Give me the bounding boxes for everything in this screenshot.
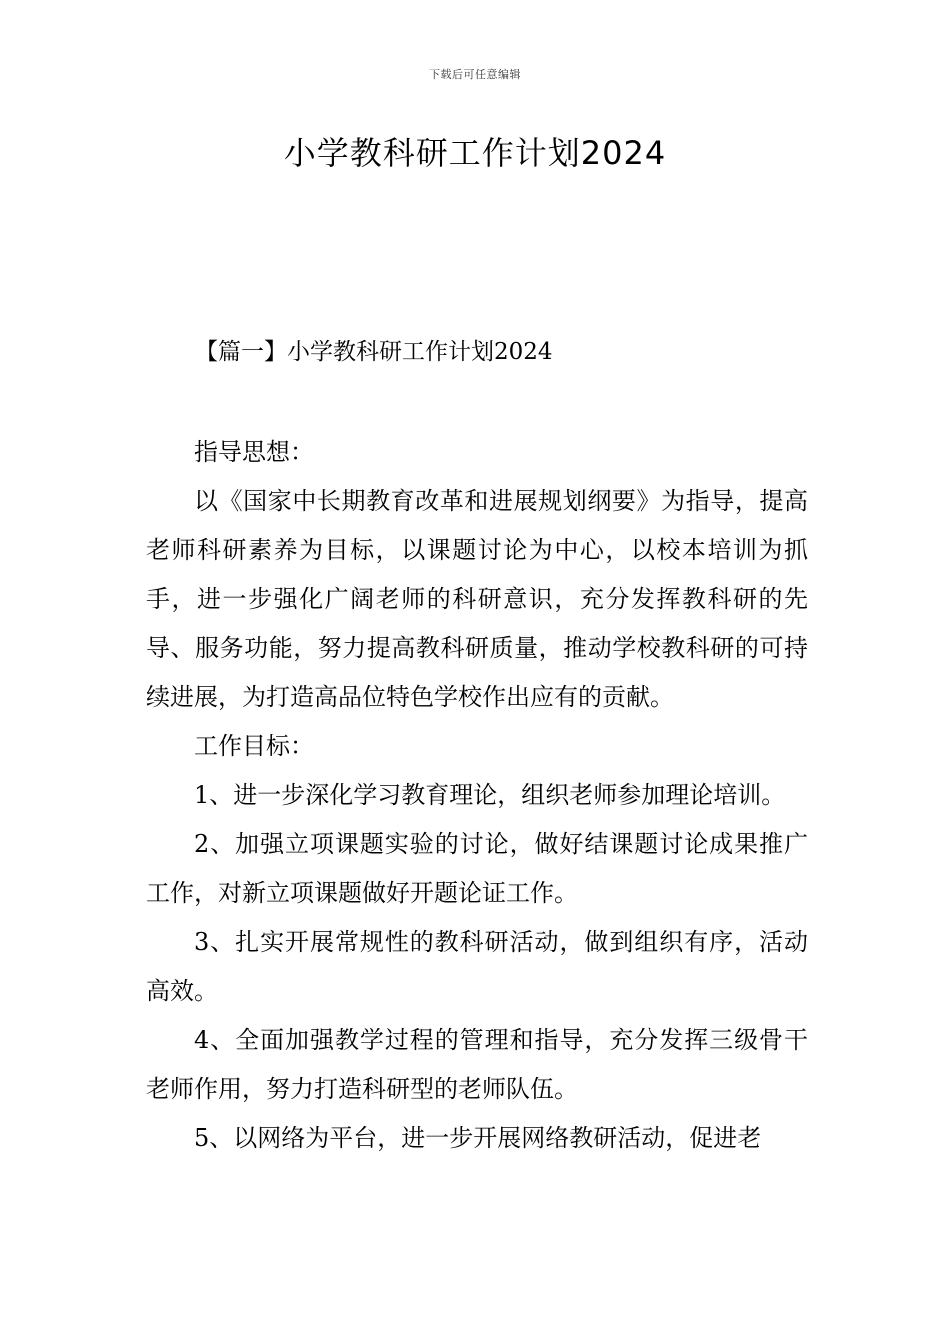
paragraph-goal-5: 5、以网络为平台，进一步开展网络教研活动，促进老 [194,1124,762,1152]
paragraph-guiding-ideology-heading: 指导思想： [194,438,314,466]
document-body [146,428,808,1163]
paragraph-goal-3: 3、扎实开展常规性的教科研活动，做到组织有序，活动高效。 [146,928,808,1005]
document-title: 小学教科研工作计划2024 [283,134,667,172]
paragraph-guiding-ideology: 以《国家中长期教育改革和进展规划纲要》为指导，提高老师科研素养为目标，以课题讨论为中心，以校本培训为抓手，进一步强化广阔老师的科研意识，充分发挥教科研的先导、服务功能，努力提高教科研质量，推动学校教科研的可持续进展，为打造高品位特色学校作出应有的贡献。 [146,487,808,711]
paragraph-goal-4: 4、全面加强教学过程的管理和指导，充分发挥三级骨干老师作用，努力打造科研型的老师队伍。 [146,1026,808,1103]
section-heading: 【篇一】小学教科研工作计划2024 [195,339,553,365]
paragraph-goal-1: 1、进一步深化学习教育理论，组织老师参加理论培训。 [194,781,786,809]
header-note: 下载后可任意编辑 [429,68,521,81]
paragraph-work-goals-heading: 工作目标： [194,732,314,760]
paragraph-goal-2: 2、加强立项课题实验的讨论，做好结课题讨论成果推广工作，对新立项课题做好开题论证工作。 [146,830,808,907]
